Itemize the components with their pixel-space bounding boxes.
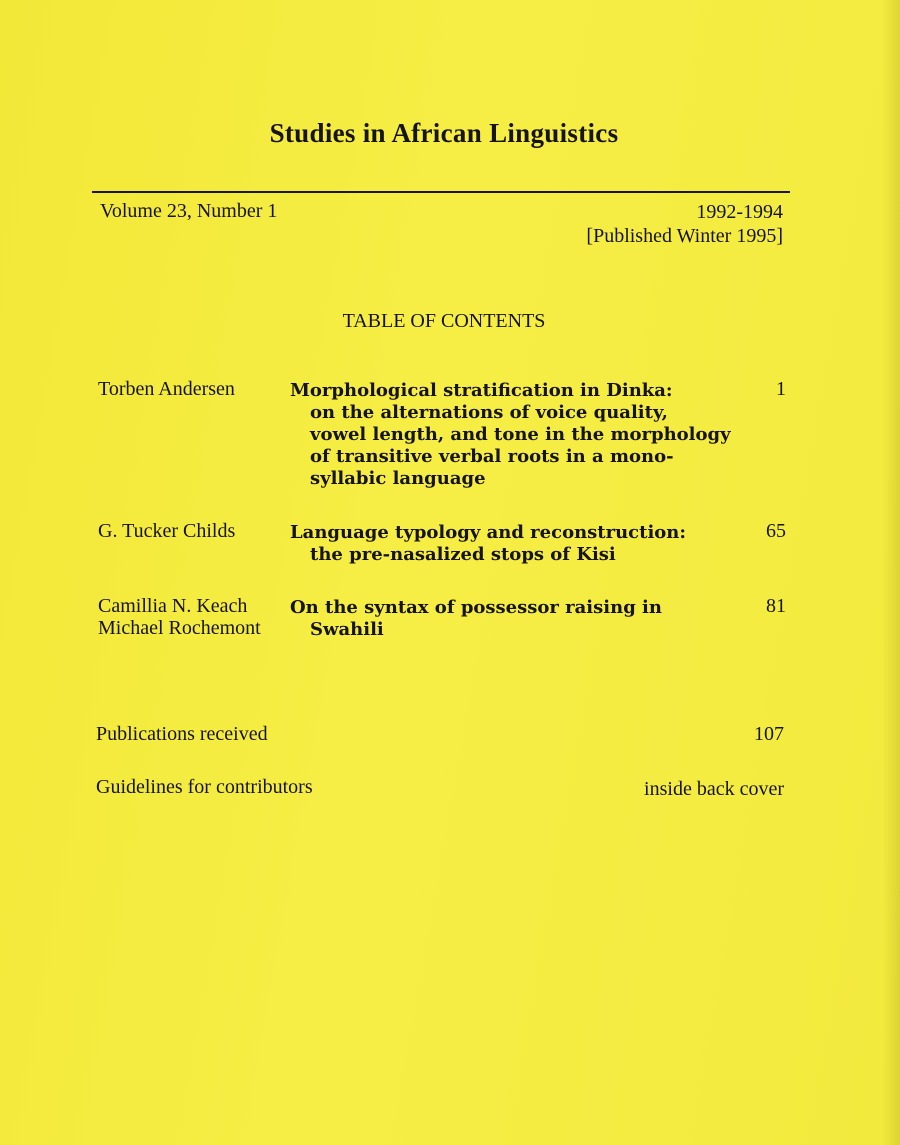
- title-line: Swahili: [310, 619, 384, 640]
- author-name: G. Tucker Childs: [98, 520, 236, 542]
- entry-authors: [98, 520, 235, 542]
- toc-heading: TABLE OF CONTENTS: [342, 310, 546, 332]
- publications-received-page: 107: [754, 723, 784, 745]
- entry-authors: [98, 378, 235, 400]
- author-name: Torben Andersen: [98, 378, 235, 400]
- article-title: [290, 522, 735, 566]
- article-title: [290, 380, 735, 490]
- journal-title: Studies in African Linguistics: [269, 118, 619, 148]
- entry-page-number: 65: [766, 520, 786, 542]
- toc-entry: [96, 595, 786, 643]
- toc-entry: [96, 520, 786, 568]
- title-line: Morphological stratification in Dinka:: [290, 380, 673, 401]
- guidelines-location: inside back cover: [644, 778, 784, 800]
- header-rule: [92, 191, 790, 193]
- volume-number: Volume 23, Number 1: [100, 200, 278, 222]
- title-line: on the alternations of voice quality,: [310, 402, 668, 423]
- cover-edge-shadow: [882, 0, 900, 1145]
- title-line: Language typology and reconstruction:: [290, 522, 687, 543]
- title-line: syllabic language: [310, 468, 486, 489]
- title-line: On the syntax of possessor raising in: [290, 597, 662, 618]
- title-line: vowel length, and tone in the morphology: [310, 424, 731, 445]
- published-note: [Published Winter 1995]: [586, 225, 783, 247]
- publications-received-label: Publications received: [96, 723, 268, 745]
- author-name: Camillia N. Keach: [98, 595, 248, 617]
- guidelines-label: Guidelines for contributors: [96, 776, 313, 798]
- year-range: 1992-1994: [696, 201, 783, 223]
- article-title: [290, 597, 735, 641]
- title-line: of transitive verbal roots in a mono-: [310, 446, 674, 467]
- title-line: the pre-nasalized stops of Kisi: [310, 544, 616, 565]
- publication-dates: [586, 200, 783, 248]
- entry-page-number: 81: [766, 595, 786, 617]
- entry-authors: [98, 595, 261, 639]
- toc-entry: [96, 378, 786, 490]
- entry-page-number: 1: [776, 378, 786, 400]
- author-name: Michael Rochemont: [98, 617, 261, 639]
